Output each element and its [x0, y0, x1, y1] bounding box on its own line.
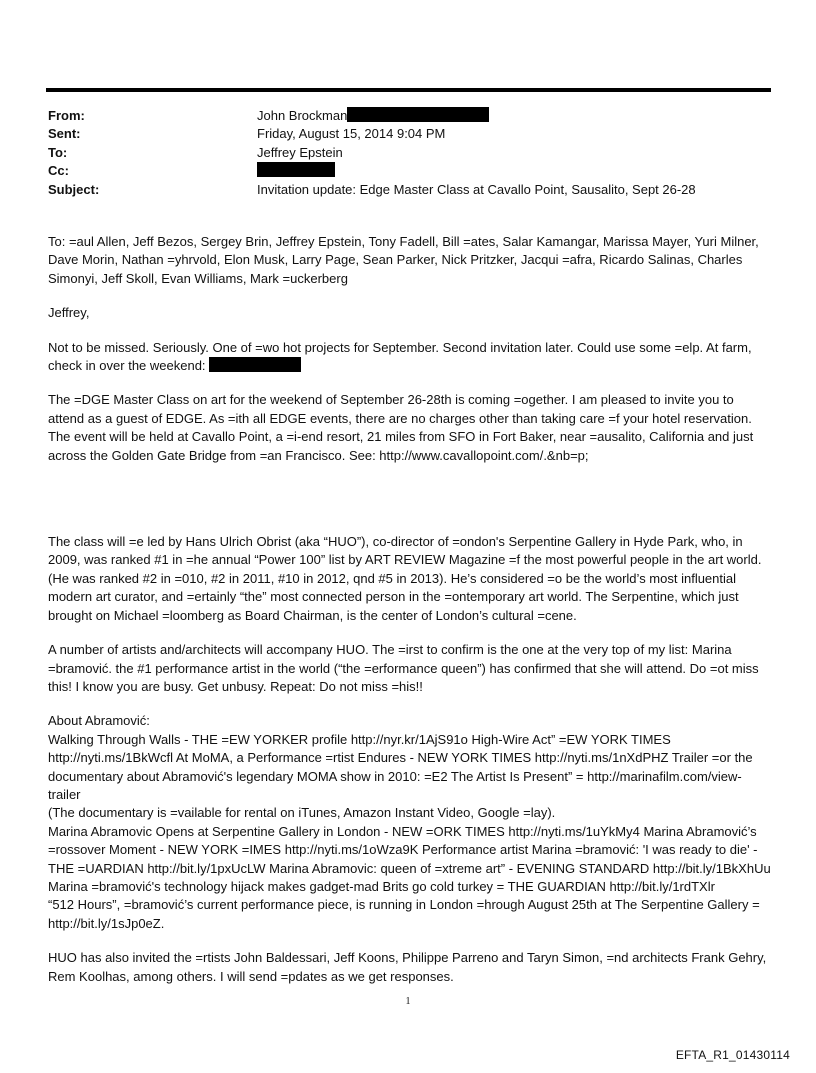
subject-label: Subject:: [48, 181, 100, 197]
cc-value: [257, 162, 335, 180]
sender-name: John Brockman: [257, 108, 348, 123]
about-links-4: “512 Hours”, =bramović’s current performance piece, is running in London =hrough August 25th at The Serpentine Gallery = http://bit.ly/1sJp0eZ.: [48, 897, 760, 931]
recipients-paragraph: To: =aul Allen, Jeff Bezos, Sergey Brin, Jeffrey Epstein, Tony Fadell, Bill =ates, Salar Kamangar, Marissa Mayer, Yuri Milner, Dave Morin, Nathan =yhrvold, Elon Musk, Larry Page, Sean Parker, Nick Pritzker, Jacqui =afra, Ricardo Salinas, Charles Simonyi, Jeff Skoll, Evan Williams, Mark =uckerberg: [48, 234, 759, 286]
from-row: [48, 107, 768, 125]
note-paragraph: [48, 339, 773, 376]
about-links-2: (The documentary is =vailable for rental on iTunes, Amazon Instant Video, Google =lay).: [48, 805, 556, 821]
cc-row: [48, 162, 768, 180]
redaction-box: [209, 357, 301, 372]
sent-value: Friday, August 15, 2014 9:04 PM: [257, 126, 446, 142]
redaction-box: [257, 162, 335, 177]
header-rule: [46, 88, 771, 92]
to-row: [48, 144, 768, 162]
sent-label: Sent:: [48, 126, 81, 142]
page-number: 1: [405, 996, 411, 1007]
redaction-box: [347, 107, 489, 122]
from-value: [257, 107, 489, 125]
about-links-1: Walking Through Walls - THE =EW YORKER profile http://nyr.kr/1AjS91o High-Wire Act” =EW YORK TIMES http://nyti.ms/1BkWcfl At MoMA, a Performance =rtist Endures - NEW YORK TIMES http://nyti.ms/1nXdPHZ Trailer =or the documentary about Abramović's legendary MOMA show in 2010: =E2 The Artist Is Present” = http://marinafilm.com/view-trailer: [48, 731, 753, 802]
email-header: [48, 107, 768, 199]
huo-paragraph: The class will =e led by Hans Ulrich Obrist (aka “HUO”), co-director of =ondon's Serpentine Gallery in Hyde Park, who, in 2009, was ranked #1 in =he annual “Power 100” list by ART REVIEW Magazine =f the most powerful people in the art world. (He was ranked #2 in =010, #2 in 2011, #10 in 2012, qnd #5 in 2013). He’s considered =o be the world’s most influential modern art curator, and =ertainly “the” most connected person in the =ontemporary art world. The Serpentine, which just brought on Michael =loomberg as Board Chairman, is the center of London’s cultural =cene.: [48, 534, 762, 623]
about-heading: About Abramović:: [48, 713, 150, 729]
from-label: From:: [48, 108, 85, 123]
closing-paragraph: HUO has also invited the =rtists John Baldessari, Jeff Koons, Philippe Parreno and Taryn Simon, =nd architects Frank Gehry, Rem Koolhas, among others. I will send =pdates as we get responses.: [48, 950, 767, 984]
email-body: [48, 233, 773, 986]
invite-paragraph: The =DGE Master Class on art for the weekend of September 26-28th is coming =ogether. I am pleased to invite you to attend as a guest of EDGE. As =ith all EDGE events, there are no charges other than taking care =f your hotel reservation. The event will be held at Cavallo Point, a =i-end resort, 21 miles from SFO in Fort Baker, near =ausalito, California and just across the Golden Gate Bridge from =an Francisco. See: http://www.cavallopoint.com/.&nb=p;: [48, 392, 754, 463]
artists-paragraph: A number of artists and/architects will accompany HUO. The =irst to confirm is the one at the very top of my list: Marina =bramović. the #1 performance artist in the world (“the =erformance queen”) has confirmed that she will attend. Do =ot miss this! I know you are busy. Get unbusy. Repeat: Do not miss =his!!: [48, 642, 759, 694]
document-id: EFTA_R1_01430114: [675, 1048, 790, 1062]
to-value: Jeffrey Epstein: [257, 144, 343, 160]
subject-value: Invitation update: Edge Master Class at Cavallo Point, Sausalito, Sept 26-28: [257, 181, 696, 197]
about-links-3: Marina Abramovic Opens at Serpentine Gallery in London - NEW =ORK TIMES http://nyti.ms/1uYkMy4 Marina Abramović’s =rossover Moment - NEW YORK =IMES http://nyti.ms/1oWza9K Performance artist Marina =bramović: 'I was ready to die' - THE =UARDIAN http://bit.ly/1pxUcLW Marina Abramovic: queen of =xtreme art” - EVENING STANDARD http://bit.ly/1BkXhUu Marina =bramović's technology hijack makes gadget-mad Brits go cold turkey = THE GUARDIAN http://bit.ly/1rdTXlr: [48, 823, 771, 894]
sent-row: [48, 125, 768, 143]
subject-row: [48, 181, 768, 199]
cc-label: Cc:: [48, 163, 69, 179]
greeting: Jeffrey,: [48, 305, 90, 321]
note-text: Not to be missed. Seriously. One of =wo hot projects for September. Second invitation later. Could use some =elp. At farm, check in over the weekend:: [48, 339, 752, 374]
to-label: To:: [48, 144, 68, 160]
